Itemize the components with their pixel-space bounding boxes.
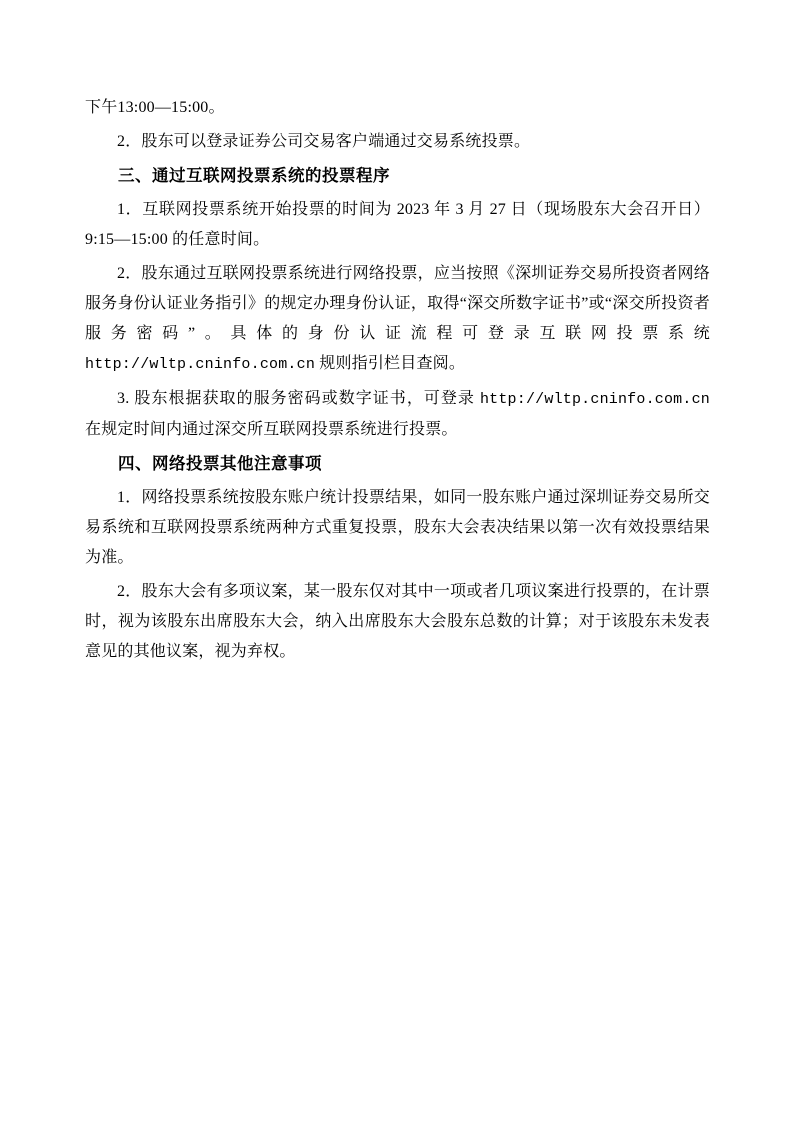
section-heading-other-voting-notes: 四、网络投票其他注意事项 [118, 455, 322, 473]
paragraph-text-before-url: 3. 股东根据获取的服务密码或数字证书，可登录 [117, 390, 480, 407]
paragraph-text-after-url: 在规定时间内通过深交所互联网投票系统进行投票。 [85, 421, 458, 438]
paragraph-s4-item2-partial-voting-rule: 2．股东大会有多项议案，某一股东仅对其中一项或者几项议案进行投票的，在计票时，视为该股东出席股东大会，纳入出席股东大会股东总数的计算；对于该股东未发表意见的其他议案，视为弃权。 [85, 583, 710, 660]
paragraph-afternoon-time-continuation: 下午13:00—15:00。 [85, 99, 225, 116]
paragraph-s4-item1-duplicate-voting-rule: 1．网络投票系统按股东账户统计投票结果，如同一股东账户通过深圳证券交易所交易系统和互联网投票系统两种方式重复投票，股东大会表决结果以第一次有效投票结果为准。 [85, 489, 710, 566]
voting-system-url: http://wltp.cninfo.com.cn [85, 356, 316, 373]
paragraph-s3-item3-login-vote [85, 384, 710, 445]
paragraph-s3-item2-identity-auth [85, 259, 710, 380]
paragraph-text-before-url: 2．股东通过互联网投票系统进行网络投票，应当按照《深圳证券交易所投资者网络服务身份认证业务指引》的规定办理身份认证，取得“深交所数字证书”或“深交所投资者服务密码”。具体的身份认证流程可登录互联网投票系统 [85, 265, 710, 342]
voting-system-url: http://wltp.cninfo.com.cn [479, 391, 710, 408]
section-heading-internet-voting-procedure: 三、通过互联网投票系统的投票程序 [118, 167, 390, 185]
paragraph-text-after-url: 规则指引栏目查阅。 [315, 355, 466, 372]
paragraph-trading-system-vote: 2．股东可以登录证券公司交易客户端通过交易系统投票。 [117, 133, 531, 150]
paragraph-s3-item1-voting-time: 1．互联网投票系统开始投票的时间为 2023 年 3 月 27 日（现场股东大会召开日）9:15—15:00 的任意时间。 [85, 201, 710, 248]
